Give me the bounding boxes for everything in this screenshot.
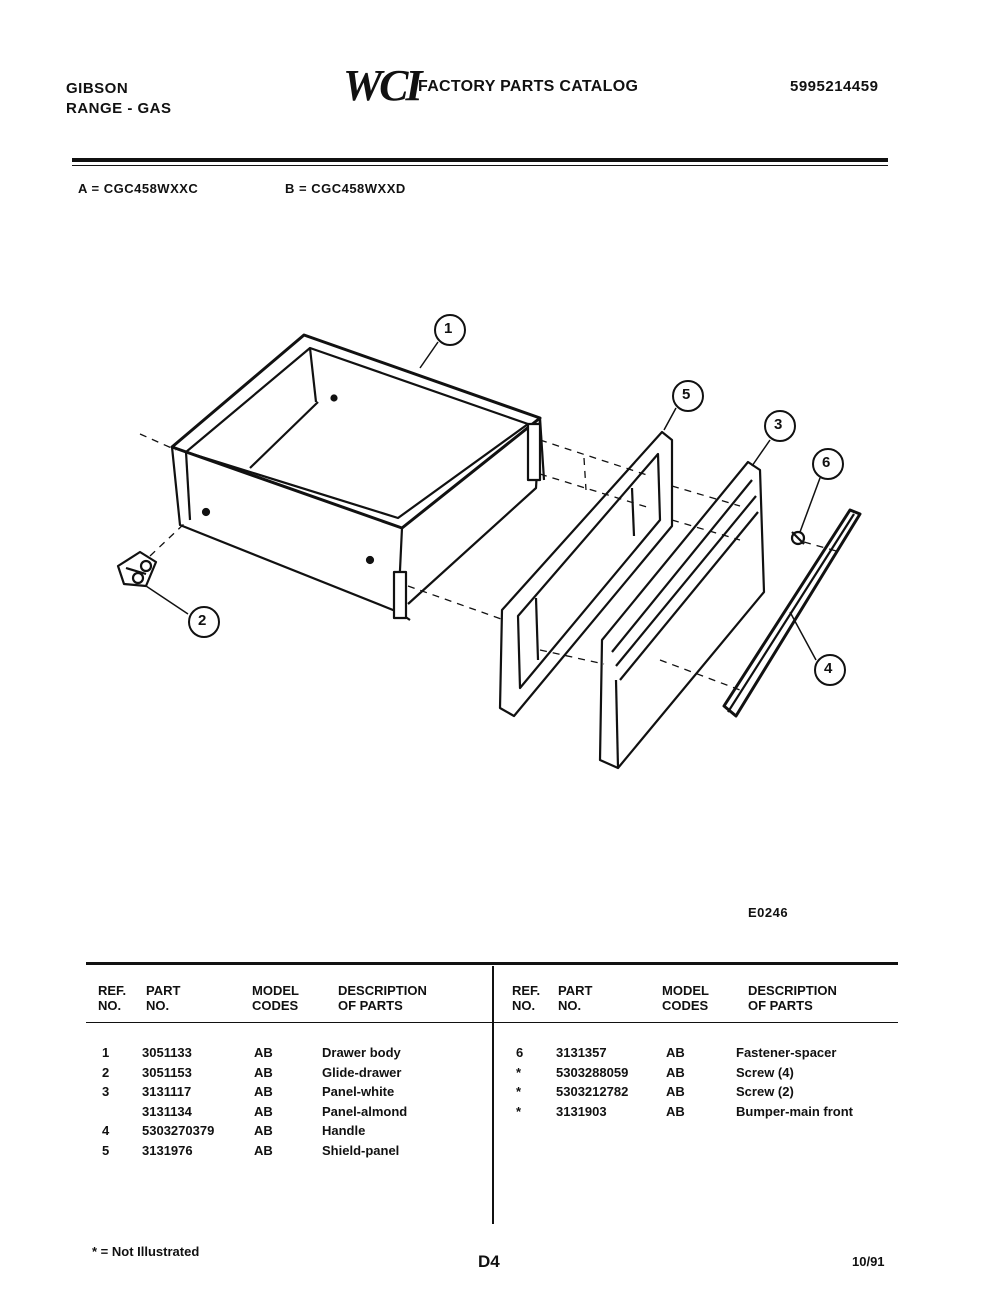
- left-desc-column: [322, 1043, 407, 1160]
- table-cell: *: [516, 1064, 522, 1080]
- drawer-body: [172, 335, 544, 620]
- table-top-rule: [86, 962, 898, 965]
- revision-date: 10/91: [852, 1254, 885, 1269]
- table-cell: Handle: [322, 1123, 366, 1138]
- table-cell: 3131976: [142, 1142, 193, 1158]
- table-cell: AB: [254, 1064, 273, 1080]
- right-model-column: [666, 1043, 685, 1121]
- table-cell: AB: [254, 1123, 273, 1138]
- brand-line-1: GIBSON: [66, 80, 129, 97]
- wci-logo: WCI: [343, 61, 420, 110]
- callout-3: 3: [774, 416, 783, 433]
- table-cell: 3051133: [142, 1045, 192, 1060]
- table-divider: [492, 966, 494, 1224]
- table-cell: 3: [102, 1084, 110, 1099]
- table-cell: AB: [666, 1103, 685, 1119]
- table-cell: 3131117: [142, 1084, 192, 1099]
- table-cell: 4: [102, 1123, 110, 1138]
- table-cell: Bumper-main front: [736, 1103, 853, 1119]
- catalog-number: 5995214459: [790, 78, 879, 95]
- callout-2: 2: [198, 612, 207, 629]
- table-cell: Fastener-spacer: [736, 1045, 837, 1060]
- right-desc-column: [736, 1043, 853, 1121]
- table-cell: 1: [102, 1045, 110, 1060]
- table-cell: AB: [254, 1045, 273, 1060]
- fastener-spacer: [792, 532, 804, 544]
- model-b: B = CGC458WXXD: [285, 181, 406, 196]
- hdr-part-left: PART NO.: [146, 983, 181, 1013]
- table-cell: 3131357: [556, 1045, 607, 1060]
- not-illustrated-note: * = Not Illustrated: [92, 1244, 200, 1259]
- catalog-title: FACTORY PARTS CATALOG: [418, 78, 639, 95]
- hdr-ref-right: REF. NO.: [512, 983, 541, 1013]
- table-cell: *: [516, 1103, 522, 1119]
- right-part-column: [556, 1043, 628, 1121]
- table-cell: Panel-almond: [322, 1103, 408, 1119]
- table-cell: 5: [102, 1142, 110, 1158]
- left-part-column: [142, 1043, 214, 1160]
- page-number: D4: [478, 1252, 500, 1271]
- left-model-column: [254, 1043, 273, 1160]
- diagram-code: E0246: [748, 905, 789, 920]
- model-a: A = CGC458WXXC: [78, 181, 199, 196]
- hdr-model-left: MODEL CODES: [252, 983, 299, 1013]
- table-cell: Screw (2): [736, 1084, 794, 1099]
- table-cell: Glide-drawer: [322, 1064, 402, 1080]
- table-cell: [102, 1102, 109, 1122]
- table-cell: 2: [102, 1064, 110, 1080]
- glide-drawer: [118, 552, 156, 586]
- right-ref-column: [516, 1043, 523, 1121]
- table-cell: 5303288059: [556, 1064, 629, 1080]
- table-cell: *: [516, 1084, 522, 1099]
- hdr-part-right: PART NO.: [558, 983, 593, 1013]
- left-ref-column: [102, 1043, 109, 1160]
- table-cell: AB: [254, 1084, 273, 1099]
- callout-6: 6: [822, 454, 831, 471]
- callout-4: 4: [824, 660, 833, 677]
- hdr-desc-right: DESCRIPTION OF PARTS: [748, 983, 837, 1013]
- table-cell: 5303212782: [556, 1084, 629, 1099]
- table-cell: Panel-white: [322, 1084, 395, 1099]
- callout-5: 5: [682, 386, 691, 403]
- table-cell: AB: [254, 1142, 273, 1158]
- hdr-model-right: MODEL CODES: [662, 983, 709, 1013]
- table-cell: AB: [666, 1045, 685, 1060]
- table-cell: Drawer body: [322, 1045, 401, 1060]
- table-cell: 3131134: [142, 1103, 192, 1119]
- brand-line-2: RANGE - GAS: [66, 100, 172, 117]
- callout-1: 1: [444, 320, 453, 337]
- hdr-desc-left: DESCRIPTION OF PARTS: [338, 983, 427, 1013]
- table-cell: 3051153: [142, 1064, 192, 1080]
- table-cell: 6: [516, 1045, 524, 1060]
- table-cell: 5303270379: [142, 1123, 215, 1138]
- table-cell: AB: [254, 1103, 273, 1119]
- table-cell: AB: [666, 1084, 685, 1099]
- hdr-ref-left: REF. NO.: [98, 983, 127, 1013]
- table-cell: 3131903: [556, 1103, 607, 1119]
- table-cell: Screw (4): [736, 1064, 794, 1080]
- table-cell: AB: [666, 1064, 685, 1080]
- table-cell: Shield-panel: [322, 1142, 400, 1158]
